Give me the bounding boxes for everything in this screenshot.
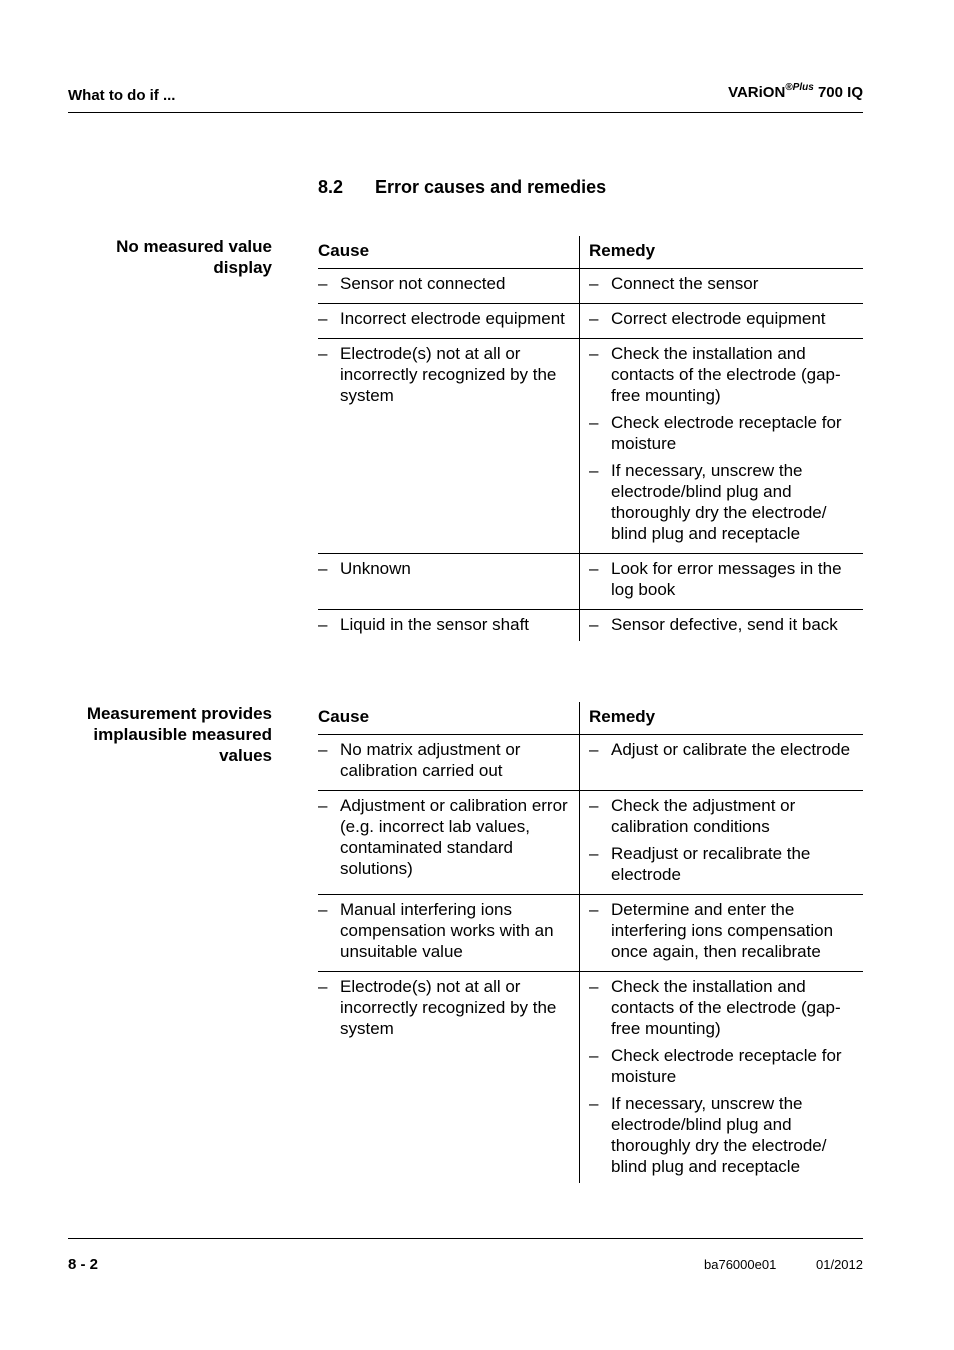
document-date: 01/2012 [816, 1257, 863, 1272]
dash-bullet: – [589, 559, 599, 578]
remedy-text: Determine and enter the interfering ions compensation once again, then recalibrate [611, 900, 834, 961]
remedy-cell [580, 554, 864, 610]
table-row [318, 791, 863, 895]
list-item [318, 976, 579, 1039]
cause-text: Liquid in the sensor shaft [340, 615, 530, 634]
list-item [589, 843, 863, 885]
section-title: Error causes and remedies [375, 177, 607, 197]
side-label-line: values [219, 746, 272, 765]
list-item [589, 308, 863, 329]
remedy-cell [580, 735, 864, 791]
col-header-remedy: Remedy [580, 236, 864, 269]
remedy-text: Check the adjustment or calibration conditions [611, 796, 796, 836]
cause-cell [318, 304, 580, 339]
list-item [589, 412, 863, 454]
dash-bullet: – [589, 900, 599, 919]
dash-bullet: – [318, 740, 328, 759]
cause-cell [318, 269, 580, 304]
table-row [318, 735, 863, 791]
list-item [589, 1045, 863, 1087]
list-item [589, 795, 863, 837]
list-item [589, 976, 863, 1039]
table-row [318, 554, 863, 610]
cause-cell [318, 610, 580, 642]
product-model: 700 IQ [813, 84, 863, 101]
remedy-cell [580, 791, 864, 895]
dash-bullet: – [589, 1046, 599, 1065]
remedy-text: Connect the sensor [611, 274, 759, 293]
dash-bullet: – [318, 977, 328, 996]
table-row [318, 972, 863, 1184]
dash-bullet: – [318, 559, 328, 578]
dash-bullet: – [589, 740, 599, 759]
list-item [318, 558, 579, 579]
col-header-cause: Cause [318, 702, 580, 735]
cause-cell [318, 895, 580, 972]
section-number: 8.2 [318, 177, 344, 197]
table-implausible-values [318, 702, 863, 1183]
remedy-text: Check the installation and contacts of the electrode (gap-free mounting) [611, 977, 841, 1038]
remedy-cell [580, 895, 864, 972]
table2-side-label [68, 703, 272, 766]
remedy-text: Look for error messages in the log book [611, 559, 842, 599]
header-product-name [728, 83, 863, 101]
product-superscript: ®Plus [785, 82, 814, 93]
cause-text: Sensor not connected [340, 274, 506, 293]
dash-bullet: – [318, 309, 328, 328]
dash-bullet: – [318, 796, 328, 815]
dash-bullet: – [589, 274, 599, 293]
cause-cell [318, 735, 580, 791]
table-row [318, 304, 863, 339]
list-item [589, 1093, 863, 1177]
dash-bullet: – [589, 461, 599, 480]
list-item [589, 343, 863, 406]
table-row [318, 895, 863, 972]
table-row [318, 269, 863, 304]
side-label-line: implausible measured [93, 725, 272, 744]
list-item [589, 558, 863, 600]
dash-bullet: – [589, 309, 599, 328]
list-item [318, 899, 579, 962]
table-row [318, 610, 863, 642]
col-header-remedy: Remedy [580, 702, 864, 735]
dash-bullet: – [318, 274, 328, 293]
cause-cell [318, 791, 580, 895]
table2-body [318, 735, 863, 1184]
cause-cell [318, 339, 580, 554]
dash-bullet: – [589, 344, 599, 363]
dash-bullet: – [589, 615, 599, 634]
cause-text: Adjustment or calibration error (e.g. incorrect lab values, contaminated standard solutions) [340, 796, 568, 878]
cause-cell [318, 554, 580, 610]
dash-bullet: – [589, 844, 599, 863]
footer-rule [68, 1238, 863, 1239]
side-label-line: No measured value [116, 237, 272, 256]
list-item [318, 343, 579, 406]
table-no-measured-value [318, 236, 863, 641]
list-item [589, 460, 863, 544]
dash-bullet: – [589, 796, 599, 815]
remedy-cell [580, 269, 864, 304]
document-id: ba76000e01 [704, 1257, 777, 1272]
remedy-text: Check electrode receptacle for moisture [611, 1046, 842, 1086]
cause-text: Electrode(s) not at all or incorrectly recognized by the system [340, 344, 557, 405]
remedy-cell [580, 972, 864, 1184]
remedy-cell [580, 610, 864, 642]
remedy-text: If necessary, unscrew the electrode/blind plug and thoroughly dry the electrode/ blind plug and receptacle [611, 461, 827, 543]
remedy-text: If necessary, unscrew the electrode/blind plug and thoroughly dry the electrode/ blind plug and receptacle [611, 1094, 827, 1176]
dash-bullet: – [318, 900, 328, 919]
header-rule [68, 112, 863, 113]
table1-side-label [68, 236, 272, 278]
table-row [318, 339, 863, 554]
remedy-text: Adjust or calibrate the electrode [611, 740, 851, 759]
product-name: VARiON [728, 84, 786, 101]
header-chapter-title: What to do if ... [68, 87, 176, 104]
side-label-line: Measurement provides [86, 704, 272, 723]
remedy-text: Check the installation and contacts of the electrode (gap-free mounting) [611, 344, 841, 405]
remedy-cell [580, 339, 864, 554]
list-item [318, 614, 579, 635]
list-item [318, 308, 579, 329]
col-header-cause: Cause [318, 236, 580, 269]
dash-bullet: – [318, 344, 328, 363]
cause-text: No matrix adjustment or calibration carried out [340, 740, 521, 780]
cause-text: Electrode(s) not at all or incorrectly recognized by the system [340, 977, 557, 1038]
remedy-text: Sensor defective, send it back [611, 615, 838, 634]
page-number: 8 - 2 [68, 1256, 99, 1273]
cause-cell [318, 972, 580, 1184]
list-item [318, 273, 579, 294]
dash-bullet: – [589, 977, 599, 996]
list-item [589, 739, 863, 760]
list-item [589, 614, 863, 635]
list-item [318, 795, 579, 879]
remedy-cell [580, 304, 864, 339]
table1-body [318, 269, 863, 642]
remedy-text: Readjust or recalibrate the electrode [611, 844, 811, 884]
list-item [589, 899, 863, 962]
cause-text: Manual interfering ions compensation works with an unsuitable value [340, 900, 554, 961]
dash-bullet: – [589, 1094, 599, 1113]
cause-text: Unknown [340, 559, 411, 578]
remedy-text: Check electrode receptacle for moisture [611, 413, 842, 453]
dash-bullet: – [318, 615, 328, 634]
list-item [318, 739, 579, 781]
side-label-line: display [213, 258, 272, 277]
list-item [589, 273, 863, 294]
dash-bullet: – [589, 413, 599, 432]
remedy-text: Correct electrode equipment [611, 309, 826, 328]
cause-text: Incorrect electrode equipment [340, 309, 565, 328]
